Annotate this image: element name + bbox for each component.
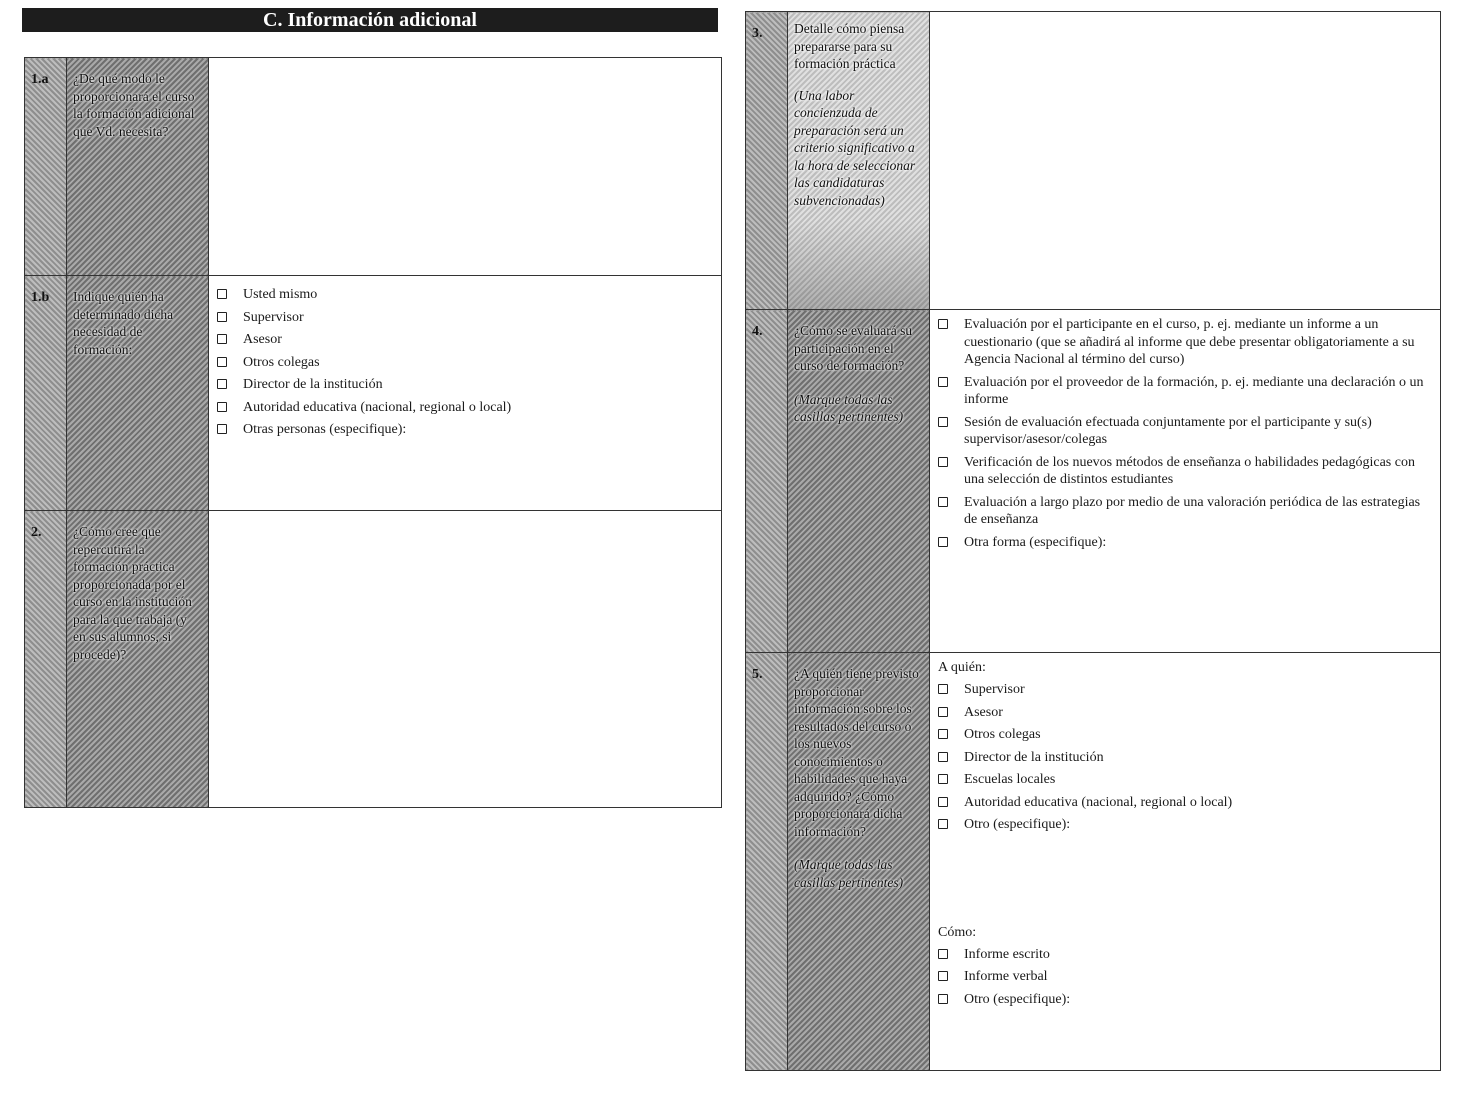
answer-area-1b xyxy=(209,276,722,511)
checkbox-option[interactable] xyxy=(938,816,1432,834)
question-number: 2. xyxy=(25,511,67,808)
checkbox-icon[interactable] xyxy=(938,774,948,784)
option-label: Supervisor xyxy=(243,309,304,325)
checkbox-option[interactable] xyxy=(217,376,713,394)
question-number: 1.a xyxy=(25,58,67,276)
option-label: Autoridad educativa (nacional, regional o local) xyxy=(243,399,512,415)
option-label: Otros colegas xyxy=(964,727,1041,742)
checkbox-icon[interactable] xyxy=(217,289,227,299)
section-title: C. Información adicional xyxy=(22,8,718,32)
checkbox-icon[interactable] xyxy=(938,377,948,387)
answer-area-4 xyxy=(930,310,1441,653)
left-form-table xyxy=(24,57,722,808)
checkbox-option[interactable] xyxy=(217,421,713,439)
checkbox-option[interactable] xyxy=(938,771,1432,789)
question-cell xyxy=(67,511,209,808)
checkbox-icon[interactable] xyxy=(217,357,227,367)
answer-area-3[interactable] xyxy=(930,12,1441,310)
question-note: (Marque todas las casillas pertinentes) xyxy=(794,391,904,424)
question-note: (Marque todas las casillas pertinentes) xyxy=(794,857,904,890)
checkbox-option[interactable] xyxy=(938,968,1432,986)
checkbox-option[interactable] xyxy=(938,726,1432,744)
question-cell xyxy=(67,276,209,511)
checkbox-icon[interactable] xyxy=(938,537,948,547)
checkbox-icon[interactable] xyxy=(217,312,227,322)
checkbox-option[interactable] xyxy=(938,704,1432,722)
checkbox-icon[interactable] xyxy=(938,971,948,981)
option-label: Sesión de evaluación efectuada conjuntamente por el participante y su(s) supervisor/asesor/colegas xyxy=(964,414,1372,447)
how-label: Cómo: xyxy=(938,924,977,940)
answer-area-5 xyxy=(930,653,1441,1071)
checkbox-option[interactable] xyxy=(938,316,1432,369)
checkbox-icon[interactable] xyxy=(938,319,948,329)
option-label: Evaluación por el proveedor de la formación, p. ej. mediante una declaración o un informe xyxy=(964,374,1424,407)
checkbox-option[interactable] xyxy=(938,494,1432,529)
checkbox-option[interactable] xyxy=(938,414,1432,449)
option-label: Usted mismo xyxy=(243,287,318,302)
question-text: Indique quién ha determinado dicha necesidad de formación: xyxy=(73,289,174,357)
checkbox-icon[interactable] xyxy=(938,417,948,427)
checkbox-icon[interactable] xyxy=(217,334,227,344)
question-text: Detalle cómo piensa prepararse para su formación práctica xyxy=(794,21,905,71)
checkbox-icon[interactable] xyxy=(938,684,948,694)
option-label: Informe escrito xyxy=(964,946,1050,962)
checkbox-option[interactable] xyxy=(217,309,713,327)
checkbox-option[interactable] xyxy=(938,794,1432,812)
answer-area-1a[interactable] xyxy=(209,58,722,276)
option-label: Supervisor xyxy=(964,682,1025,697)
checkbox-icon[interactable] xyxy=(938,729,948,739)
checkbox-option[interactable] xyxy=(938,681,1432,699)
option-label: Asesor xyxy=(964,704,1003,720)
question-number: 1.b xyxy=(25,276,67,511)
checkbox-option[interactable] xyxy=(938,991,1432,1009)
option-label: Evaluación por el participante en el curso, p. ej. mediante un informe a un cuestionario (que se añadirá al informe que debe presentar obligatoriamente a su Agencia Nacional al término del curso) xyxy=(964,317,1415,367)
checkbox-icon[interactable] xyxy=(938,819,948,829)
checkbox-option[interactable] xyxy=(938,454,1432,489)
option-label: Otros colegas xyxy=(243,354,320,370)
checkbox-option[interactable] xyxy=(938,534,1432,552)
checkbox-list xyxy=(938,316,1432,551)
checkbox-option[interactable] xyxy=(938,749,1432,767)
option-label: Autoridad educativa (nacional, regional o local) xyxy=(964,794,1233,810)
checkbox-option[interactable] xyxy=(217,286,713,304)
checkbox-icon[interactable] xyxy=(938,457,948,467)
question-number: 4. xyxy=(746,310,788,653)
question-cell xyxy=(788,12,930,310)
checkbox-list-how xyxy=(938,946,1432,1009)
checkbox-option[interactable] xyxy=(217,354,713,372)
option-label: Otras personas (especifique): xyxy=(243,422,407,437)
checkbox-option[interactable] xyxy=(217,399,713,417)
checkbox-icon[interactable] xyxy=(938,949,948,959)
checkbox-icon[interactable] xyxy=(938,994,948,1004)
checkbox-icon[interactable] xyxy=(938,797,948,807)
option-label: Otra forma (especifique): xyxy=(964,534,1107,550)
option-label: Otro (especifique): xyxy=(964,817,1071,832)
option-label: Evaluación a largo plazo por medio de una valoración periódica de las estrategias de enseñanza xyxy=(964,494,1421,527)
checkbox-icon[interactable] xyxy=(938,497,948,507)
question-number: 3. xyxy=(746,12,788,310)
checkbox-icon[interactable] xyxy=(938,707,948,717)
checkbox-icon[interactable] xyxy=(217,379,227,389)
option-label: Escuelas locales xyxy=(964,772,1056,787)
question-cell xyxy=(67,58,209,276)
checkbox-list-who xyxy=(938,681,1432,834)
option-label: Asesor xyxy=(243,332,282,347)
option-label: Director de la institución xyxy=(964,749,1104,765)
option-label: Director de la institución xyxy=(243,377,383,392)
answer-area-2[interactable] xyxy=(209,511,722,808)
checkbox-icon[interactable] xyxy=(217,402,227,412)
question-cell xyxy=(788,653,930,1071)
question-note: (Una labor concienzuda de preparación será un criterio significativo a la hora de seleccionar las candidaturas subvencionadas) xyxy=(794,87,916,208)
checkbox-option[interactable] xyxy=(938,374,1432,409)
question-text: ¿Cómo se evaluará su participación en el curso de formación? xyxy=(794,323,913,373)
question-cell xyxy=(788,310,930,653)
option-label: Informe verbal xyxy=(964,969,1048,984)
checkbox-option[interactable] xyxy=(938,946,1432,964)
question-number: 5. xyxy=(746,653,788,1071)
checkbox-icon[interactable] xyxy=(938,752,948,762)
question-text: ¿Cómo cree que repercutirá la formación práctica proporcionada por el curso en la institución para la que trabaja (y en sus alumnos, si procede)? xyxy=(73,524,192,662)
who-label: A quién: xyxy=(938,660,986,675)
right-form-table xyxy=(745,11,1441,1071)
checkbox-icon[interactable] xyxy=(217,424,227,434)
question-text: ¿A quién tiene previsto proporcionar información sobre los resultados del curso o los nuevos conocimientos o habilidades que haya adquirido? ¿Cómo proporcionará dicha información? xyxy=(794,666,919,839)
checkbox-option[interactable] xyxy=(217,331,713,349)
option-label: Verificación de los nuevos métodos de enseñanza o habilidades pedagógicas con una selección de distintos estudiantes xyxy=(964,454,1415,487)
option-label: Otro (especifique): xyxy=(964,991,1071,1007)
checkbox-list xyxy=(217,286,713,439)
question-text: ¿De qué modo le proporcionará el curso la formación adicional que Vd. necesita? xyxy=(73,71,195,139)
